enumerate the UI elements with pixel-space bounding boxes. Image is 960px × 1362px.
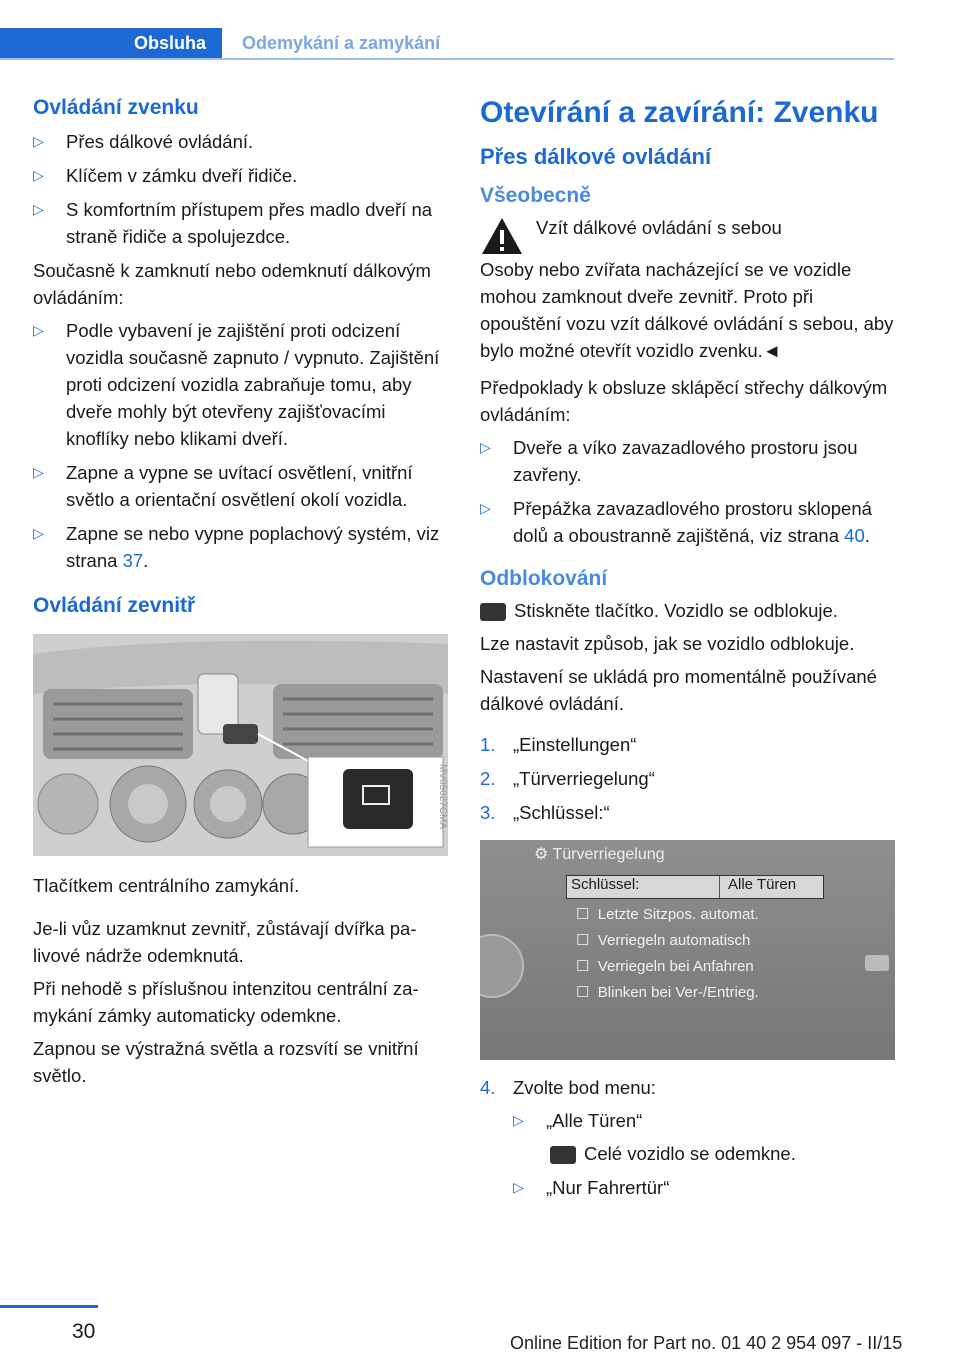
triangle-bullet-icon: ▷ xyxy=(33,322,44,338)
paragraph-fuel-flap: Je-li vůz uzamknut zevnitř, zůstávají dvířka palivové nádrže odemknutá. xyxy=(33,918,417,966)
triangle-bullet-icon: ▷ xyxy=(33,464,44,480)
triangle-bullet-icon: ▷ xyxy=(480,439,491,455)
warning-title: Vzít dálkové ovládání s sebou xyxy=(536,217,782,238)
screen-option xyxy=(576,954,759,980)
paragraph-settable: Lze nastavit způsob, jak se vozidlo odblokuje. xyxy=(480,633,855,654)
list-item-text: Klíčem v zámku dveří řidiče. xyxy=(66,165,298,186)
triangle-bullet-icon: ▷ xyxy=(480,500,491,516)
option-text: Blinken bei Ver-/Entrieg. xyxy=(597,984,759,1001)
steps-list xyxy=(480,731,898,826)
photo-code: MV05027CMA xyxy=(437,764,448,830)
list-item-text: Přes dálkové ovládání. xyxy=(66,131,254,152)
photo-caption: Tlačítkem centrálního zamykání. xyxy=(33,875,300,896)
step-number: 2. xyxy=(480,768,496,789)
step-item xyxy=(480,765,898,792)
right-column xyxy=(480,96,898,1208)
header-chapter-label: Odemykání a zamykání xyxy=(242,32,441,53)
central-locking-photo xyxy=(33,634,448,856)
triangle-bullet-icon: ▷ xyxy=(33,525,44,541)
list-item xyxy=(33,196,448,250)
remote-unlock-key-icon xyxy=(480,603,506,621)
paragraph-accident: Při nehodě s příslušnou intenzitou centrální zamykání zámky automaticky odemkne. xyxy=(33,978,419,1026)
checkbox-icon: ☐ xyxy=(576,932,590,949)
heading-outside-control: Ovládání zvenku xyxy=(33,96,199,119)
step-number: 3. xyxy=(480,802,496,823)
sub-option xyxy=(513,1174,898,1201)
heading-inside-control: Ovládání zevnitř xyxy=(33,594,196,617)
list-item xyxy=(33,459,448,513)
screen-option xyxy=(576,928,759,954)
sub-option-note xyxy=(546,1140,898,1167)
checkbox-icon: ☐ xyxy=(576,906,590,923)
sub-options-list xyxy=(513,1107,898,1201)
outside-list xyxy=(33,128,448,250)
screen-key-label: Schlüssel: xyxy=(567,876,720,898)
idrive-screen-image xyxy=(480,840,895,1060)
triangle-bullet-icon: ▷ xyxy=(513,1179,524,1195)
paragraph-hazard-lights: Zapnou se výstražná světla a rozsvítí se vnitřní světlo. xyxy=(33,1038,419,1086)
list-item xyxy=(480,434,898,488)
list-item xyxy=(33,317,448,452)
punctuation: . xyxy=(143,550,149,571)
prerequisite-list xyxy=(480,434,898,549)
note-text: Celé vozidlo se odemkne. xyxy=(584,1143,796,1164)
screen-key-value: Alle Türen xyxy=(728,876,797,893)
press-text: Stiskněte tlačítko. Vozidlo se odblokuje. xyxy=(514,600,838,621)
paragraph-simultaneous: Současně k zamknutí nebo odemknutí dálkovým ovládáním: xyxy=(33,260,431,308)
screen-option xyxy=(576,980,759,1006)
heading-general: Všeobecně xyxy=(480,184,591,207)
triangle-bullet-icon: ▷ xyxy=(33,201,44,217)
triangle-bullet-icon: ▷ xyxy=(513,1112,524,1128)
list-item-text: Dveře a víko zavazadlového prostoru jsou zavřeny. xyxy=(513,437,858,485)
sub-option-text: „Alle Türen“ xyxy=(546,1110,643,1131)
step-text: „Einstellungen“ xyxy=(513,734,637,755)
step-number: 4. xyxy=(480,1077,496,1098)
header-tab-chapter xyxy=(222,28,894,58)
step-item xyxy=(480,731,898,758)
page-title: Otevírání a zavírání: Zvenku xyxy=(480,96,879,129)
warning-text: Osoby nebo zvířata nacházející se ve vozidle mohou zamknout dveře zevnitř. Proto při opouštění vozu vzít dálkové ovládání s sebou, aby bylo možné otevřít vozidlo zvenku.◄ xyxy=(480,259,894,361)
warning-block xyxy=(480,214,898,258)
screen-options xyxy=(576,902,759,1006)
list-item xyxy=(33,520,448,574)
page-number: 30 xyxy=(72,1320,96,1343)
checkbox-icon: ☐ xyxy=(576,958,590,975)
remote-unlock-key-icon xyxy=(550,1146,576,1164)
list-item-text: S komfortním přístupem přes madlo dveří na straně řidiče a spolujezdce. xyxy=(66,199,433,247)
step-number: 1. xyxy=(480,734,496,755)
step-item xyxy=(480,1074,898,1201)
list-item xyxy=(480,495,898,549)
header-rule xyxy=(0,58,894,60)
screen-title: Türverriegelung xyxy=(552,846,665,863)
checkbox-icon: ☐ xyxy=(576,984,590,1001)
step-text: „Türverriegelung“ xyxy=(513,768,655,789)
screen-key-row xyxy=(566,875,824,899)
page-link-40[interactable]: 40 xyxy=(844,525,865,546)
sub-option-text: „Nur Fahrertür“ xyxy=(546,1177,670,1198)
list-item-text: Zapne se nebo vypne poplachový systém, viz strana xyxy=(66,523,440,571)
footer-rule xyxy=(0,1305,98,1308)
paragraph-press-button xyxy=(480,597,898,624)
gear-icon: ⚙ xyxy=(534,846,549,863)
option-text: Verriegeln automatisch xyxy=(597,932,751,949)
paragraph-saved: Nastavení se ukládá pro momentálně používané dálkové ovládání. xyxy=(480,666,877,714)
list-item xyxy=(33,128,448,155)
paragraph-prerequisites: Předpoklady k obsluze sklápěcí střechy dálkovým ovládáním: xyxy=(480,377,888,425)
simultaneous-list xyxy=(33,317,448,574)
page-link-37[interactable]: 37 xyxy=(122,550,144,571)
sub-option xyxy=(513,1107,898,1167)
heading-unlocking: Odblokování xyxy=(480,567,608,590)
warning-triangle-icon xyxy=(480,214,524,258)
header-section-label: Obsluha xyxy=(133,32,206,53)
triangle-bullet-icon: ▷ xyxy=(33,133,44,149)
screen-option xyxy=(576,902,759,928)
step-text: Zvolte bod menu: xyxy=(513,1077,656,1098)
list-item xyxy=(33,162,448,189)
list-item-text: Přepážka zavazadlového prostoru sklopená dolů a oboustranně zajištěná, viz strana xyxy=(513,498,872,546)
option-text: Verriegeln bei Anfahren xyxy=(597,958,754,975)
list-item-text: Podle vybavení je zajištění proti odcizení vozidla současně zapnuto / vypnuto. Zajištění proti odcizení vozidla zabraňuje tomu, aby dveře mohly být otevřeny zajišťovacími knoflíky nebo klikami dveří. xyxy=(66,320,440,449)
dashboard-illustration xyxy=(33,634,448,856)
side-indicator-icon xyxy=(865,955,889,971)
triangle-bullet-icon: ▷ xyxy=(33,167,44,183)
left-column xyxy=(33,96,448,1095)
heading-remote-control: Přes dálkové ovládání xyxy=(480,144,712,169)
screen-title-row xyxy=(534,844,665,864)
list-item-text: Zapne a vypne se uvítací osvětlení, vnitřní světlo a orientační osvětlení okolí vozidla. xyxy=(66,462,413,510)
header-tab-section xyxy=(0,28,222,58)
option-text: Letzte Sitzpos. automat. xyxy=(597,906,759,923)
edition-note: Online Edition for Part no. 01 40 2 954 097 - II/15 xyxy=(510,1333,903,1353)
step-text: „Schlüssel:“ xyxy=(513,802,610,823)
punctuation: . xyxy=(864,525,870,546)
step4-list xyxy=(480,1074,898,1201)
step-item xyxy=(480,799,898,826)
